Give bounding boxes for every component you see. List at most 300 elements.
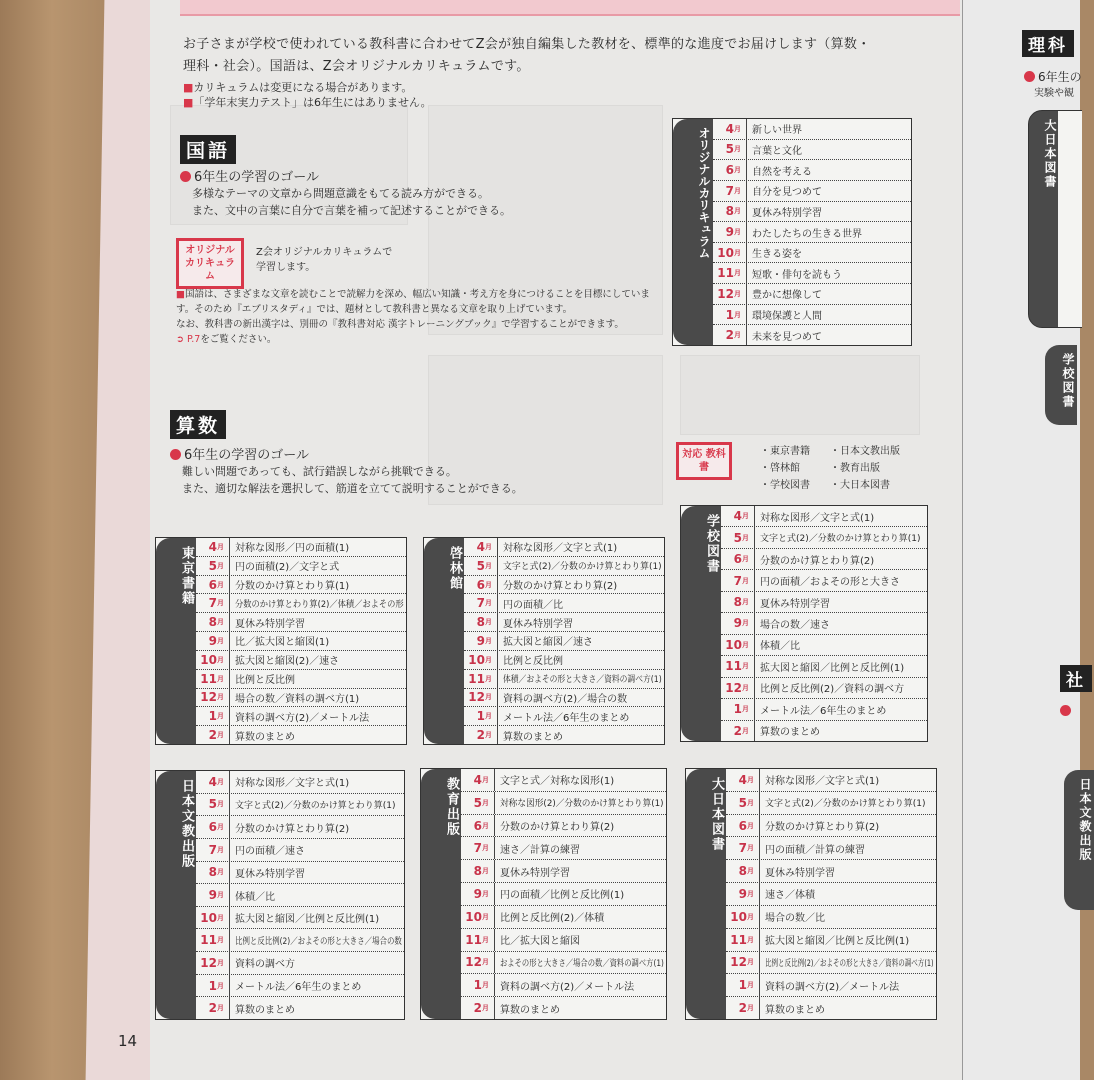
month-suffix: 月 (734, 207, 741, 216)
month-number: 11 (468, 671, 485, 686)
topic-cell (230, 774, 404, 789)
month-suffix: 月 (217, 958, 224, 967)
topic-cell (760, 864, 936, 879)
table-row (464, 689, 664, 708)
month-suffix: 月 (734, 124, 741, 133)
month-cell (464, 707, 498, 725)
month-number: 9 (725, 225, 734, 240)
month-number: 8 (738, 864, 747, 879)
goal-line: また、適切な解法を選択して、筋道を立てて説明することができる。 (182, 482, 523, 495)
topic-text: 対称な図形／文字と式(1) (503, 543, 618, 555)
month-suffix: 月 (485, 693, 492, 702)
table-row (196, 594, 406, 613)
table-row (713, 325, 911, 345)
topic-cell (230, 671, 406, 686)
table-row (726, 974, 936, 997)
month-cell (721, 570, 755, 590)
publisher: ・啓林館 (760, 463, 800, 474)
month-cell (726, 815, 760, 837)
table-row (726, 906, 936, 929)
topic-cell (760, 956, 936, 969)
topic-text: わたしたちの生きる世界 (752, 228, 862, 240)
month-number: 6 (208, 577, 217, 592)
goal-line: また、文中の言葉に自分で言葉を補って記述することができる。 (192, 204, 511, 217)
table-publisher-label: 日本文教出版 (156, 771, 196, 1019)
note-item: 「学年末実力テスト」は6年生にはありません。 (193, 96, 432, 109)
month-cell (713, 160, 747, 180)
curriculum-table-original (672, 118, 912, 346)
month-number: 8 (476, 615, 485, 630)
topic-text: 体積／およその形と大きさ／資料の調べ方(1) (503, 675, 662, 686)
month-cell (713, 222, 747, 242)
month-cell (196, 771, 230, 793)
table-row (726, 769, 936, 792)
topic-cell (498, 633, 664, 648)
table-row (196, 689, 406, 708)
month-cell (464, 726, 498, 744)
table-row (196, 884, 404, 907)
topic-text: 夏休み特別学習 (500, 867, 570, 879)
month-number: 7 (476, 596, 485, 611)
table-row (721, 635, 927, 656)
month-number: 1 (733, 702, 742, 717)
table-row (726, 860, 936, 883)
bullet-icon (1024, 71, 1035, 82)
month-cell (713, 181, 747, 201)
topic-text: 自然を考える (752, 166, 812, 178)
rika-table2-label: 学校図書 (1045, 345, 1077, 425)
month-suffix: 月 (482, 1004, 489, 1013)
topic-text: 比例と反比例(2)／体積 (500, 913, 605, 925)
table-row (461, 769, 666, 792)
table-row (196, 794, 404, 817)
note-line: 国語は、さまざまな文章を読むことで読解力を深め、幅広い知識・考え方を身につけることを目標にしていま (184, 289, 650, 300)
topic-cell (498, 652, 664, 667)
topic-text: 資料の調べ方(2)／メートル法 (765, 981, 900, 993)
month-number: 10 (465, 909, 482, 924)
topic-cell (230, 1001, 404, 1016)
table-row (196, 907, 404, 930)
month-cell (196, 884, 230, 906)
month-cell (461, 952, 495, 974)
table-row (464, 613, 664, 632)
month-cell (726, 883, 760, 905)
topic-cell (755, 680, 927, 695)
month-cell (464, 538, 498, 556)
month-number: 4 (476, 539, 485, 554)
topic-text: 円の面積／速さ (235, 846, 305, 858)
month-number: 8 (208, 615, 217, 630)
table-row (721, 570, 927, 591)
topic-text: 夏休み特別学習 (235, 868, 305, 880)
month-number: 10 (730, 909, 747, 924)
month-number: 5 (208, 558, 217, 573)
table-row (196, 816, 404, 839)
month-cell (196, 651, 230, 669)
month-cell (721, 699, 755, 719)
table-row (721, 549, 927, 570)
month-cell (196, 862, 230, 884)
month-suffix: 月 (217, 845, 224, 854)
curriculum-table-tokyo-shoseki (155, 537, 407, 745)
month-cell (461, 906, 495, 928)
topic-cell (755, 531, 927, 544)
topic-cell (747, 266, 911, 281)
topic-cell (498, 672, 664, 685)
topic-text: 比／拡大図と縮図 (500, 936, 580, 948)
note-line: す。そのため『エブリスタディ』では、題材として教科書と異なる文章を取り上げています。 (176, 304, 573, 315)
month-number: 10 (717, 245, 734, 260)
month-number: 5 (733, 530, 742, 545)
month-number: 1 (208, 709, 217, 724)
curriculum-table-gakko-tosho (680, 505, 928, 742)
month-number: 12 (200, 690, 217, 705)
month-suffix: 月 (217, 636, 224, 645)
month-number: 4 (473, 772, 482, 787)
topic-text: 拡大図と縮図／比例と反比例(1) (760, 662, 905, 674)
topic-text: 文字と式(2)／分数のかけ算とわり算(1) (765, 799, 926, 810)
topic-cell (498, 577, 664, 592)
topic-text: 円の面積／比例と反比例(1) (500, 890, 625, 902)
table-row (713, 222, 911, 243)
rika-goal-text: 実験や観 (1034, 88, 1074, 99)
publisher: ・日本文教出版 (830, 446, 900, 457)
table-rows (726, 769, 936, 1019)
table-publisher-label: オリジナルカリキュラム (673, 119, 713, 345)
month-cell (713, 140, 747, 160)
month-suffix: 月 (485, 636, 492, 645)
table-row (461, 952, 666, 975)
month-cell (464, 576, 498, 594)
topic-text: 拡大図と縮図／比例と反比例(1) (235, 914, 380, 926)
month-number: 6 (476, 577, 485, 592)
topic-cell (747, 121, 911, 136)
badge-description (256, 245, 392, 275)
month-number: 12 (725, 680, 742, 695)
month-number: 4 (733, 509, 742, 524)
topic-cell (230, 798, 404, 811)
month-number: 10 (200, 910, 217, 925)
table-row (196, 707, 406, 726)
table-publisher-label: 大日本図書 (686, 769, 726, 1019)
note-line: なお、教科書の新出漢字は、別冊の『教科書対応 漢字トレーニングブック』で学習することができます。 (176, 319, 624, 330)
topic-text: 夏休み特別学習 (503, 618, 573, 630)
table-row (726, 837, 936, 860)
topic-text: 未来を見つめて (752, 331, 822, 343)
month-number: 2 (473, 1001, 482, 1016)
month-suffix: 月 (734, 186, 741, 195)
topic-cell (230, 577, 406, 592)
month-cell (196, 689, 230, 707)
table-row (721, 613, 927, 634)
month-number: 4 (725, 121, 734, 136)
topic-cell (755, 595, 927, 610)
month-number: 7 (208, 596, 217, 611)
month-cell (721, 656, 755, 676)
table-row (196, 771, 404, 794)
month-cell (721, 549, 755, 569)
month-number: 10 (468, 652, 485, 667)
goal-title: 6年生の (1038, 70, 1082, 84)
topic-text: 対称な図形／文字と式(1) (760, 512, 875, 524)
month-number: 9 (208, 888, 217, 903)
topic-cell (495, 956, 666, 969)
table-row (196, 632, 406, 651)
month-cell (461, 769, 495, 791)
table-row (726, 929, 936, 952)
curriculum-table-keirinkan (423, 537, 665, 745)
month-cell (196, 726, 230, 744)
month-suffix: 月 (482, 844, 489, 853)
topic-text: 算数のまとめ (235, 1004, 295, 1016)
topic-text: 円の面積／比 (503, 599, 563, 611)
month-suffix: 月 (217, 712, 224, 721)
topic-text: 対称な図形／文字と式(1) (235, 778, 350, 790)
month-cell (461, 883, 495, 905)
month-number: 5 (476, 558, 485, 573)
topic-text: 言葉と文化 (752, 145, 802, 157)
month-suffix: 月 (485, 618, 492, 627)
table-row (461, 906, 666, 929)
month-cell (461, 815, 495, 837)
month-suffix: 月 (485, 542, 492, 551)
month-suffix: 月 (747, 889, 754, 898)
publisher-list (760, 443, 920, 494)
month-suffix: 月 (217, 913, 224, 922)
topic-text: 文字と式(2)／分数のかけ算とわり算(1) (503, 562, 662, 573)
bullet-icon (170, 449, 181, 460)
month-suffix: 月 (217, 981, 224, 990)
topic-text: 資料の調べ方(2)／メートル法 (235, 712, 370, 724)
month-number: 11 (200, 671, 217, 686)
table-row (464, 632, 664, 651)
month-suffix: 月 (217, 542, 224, 551)
month-number: 8 (733, 595, 742, 610)
month-number: 11 (200, 933, 217, 948)
month-number: 5 (725, 142, 734, 157)
table-rows (461, 769, 666, 1019)
topic-cell (230, 955, 404, 970)
topic-cell (495, 886, 666, 901)
month-suffix: 月 (217, 891, 224, 900)
month-suffix: 月 (742, 726, 749, 735)
topic-text: 拡大図と縮図(2)／速さ (235, 656, 340, 668)
month-cell (196, 670, 230, 688)
table-row (464, 670, 664, 689)
table-row (461, 792, 666, 815)
month-number: 5 (473, 795, 482, 810)
month-cell (464, 632, 498, 650)
topic-cell (747, 328, 911, 343)
topic-cell (760, 1001, 936, 1016)
topic-cell (755, 637, 927, 652)
topic-cell (747, 183, 911, 198)
month-cell (196, 997, 230, 1019)
topic-text: 円の面積(2)／文字と式 (235, 562, 340, 574)
month-cell (721, 506, 755, 526)
table-rows (196, 538, 406, 744)
sansu-goal (170, 444, 523, 497)
show-through (680, 355, 920, 435)
topic-text: 夏休み特別学習 (752, 207, 822, 219)
topic-text: 分数のかけ算とわり算(1) (235, 581, 350, 593)
topic-cell (495, 772, 666, 787)
month-number: 9 (476, 633, 485, 648)
table-row (726, 883, 936, 906)
table-row (461, 815, 666, 838)
topic-text: 比例と反比例 (503, 656, 563, 668)
month-number: 4 (208, 539, 217, 554)
month-suffix: 月 (742, 576, 749, 585)
month-cell (464, 670, 498, 688)
topic-cell (495, 909, 666, 924)
month-cell (726, 906, 760, 928)
month-suffix: 月 (217, 1004, 224, 1013)
topic-text: 豊かに想像して (752, 290, 822, 302)
topic-text: 環境保護と人間 (752, 311, 822, 323)
topic-text: 対称な図形／円の面積(1) (235, 543, 350, 555)
note-item: カリキュラムは変更になる場合があります。 (193, 81, 413, 94)
intro-line: 理科・社会）。国語は、Z会オリジナルカリキュラムです。 (183, 59, 530, 74)
table-row (726, 952, 936, 975)
month-number: 6 (208, 820, 217, 835)
notes: ■カリキュラムは変更になる場合があります。 ■「学年末実力テスト」は6年生にはありません。 (183, 81, 432, 109)
month-cell (196, 613, 230, 631)
topic-cell (747, 307, 911, 322)
topic-cell (747, 286, 911, 301)
topic-cell (760, 772, 936, 787)
month-suffix: 月 (217, 561, 224, 570)
table-publisher-label: 教育出版 (421, 769, 461, 1019)
month-number: 2 (476, 728, 485, 743)
table-row (464, 594, 664, 613)
month-number: 1 (476, 709, 485, 724)
month-suffix: 月 (217, 599, 224, 608)
topic-cell (755, 659, 927, 674)
month-suffix: 月 (482, 775, 489, 784)
month-cell (726, 929, 760, 951)
table-row (196, 557, 406, 576)
topic-text: 拡大図と縮図／比例と反比例(1) (765, 936, 910, 948)
topic-text: およその形と大きさ／場合の数／資料の調べ方(1) (500, 958, 664, 969)
month-number: 12 (465, 955, 482, 970)
month-suffix: 月 (742, 555, 749, 564)
topic-text: 算数のまとめ (503, 731, 563, 743)
month-suffix: 月 (747, 867, 754, 876)
topic-text: 拡大図と縮図／速さ (503, 637, 593, 649)
topic-text: メートル法／6年生のまとめ (503, 712, 630, 724)
table-row (196, 929, 404, 952)
page-reference-link[interactable]: P.7 (186, 334, 201, 345)
topic-text: 体積／比 (235, 891, 275, 903)
topic-cell (760, 886, 936, 901)
topic-cell (498, 709, 664, 724)
month-number: 6 (473, 818, 482, 833)
table-row (713, 140, 911, 161)
topic-cell (230, 597, 406, 610)
month-suffix: 月 (217, 936, 224, 945)
topic-cell (230, 539, 406, 554)
month-suffix: 月 (482, 821, 489, 830)
goal-line: 多様なテーマの文章から問題意識をもてる読み方ができる。 (192, 187, 489, 200)
table-row (464, 557, 664, 576)
month-cell (464, 557, 498, 575)
month-suffix: 月 (734, 289, 741, 298)
month-cell (461, 860, 495, 882)
month-cell (196, 839, 230, 861)
month-number: 5 (208, 797, 217, 812)
month-suffix: 月 (485, 731, 492, 740)
month-cell (464, 651, 498, 669)
month-cell (196, 576, 230, 594)
rika-heading: 理科 (1022, 30, 1074, 57)
month-suffix: 月 (482, 935, 489, 944)
topic-text: 夏休み特別学習 (760, 598, 830, 610)
curriculum-table-nihon-bunkyo (155, 770, 405, 1020)
sansu-heading: 算数 (170, 410, 226, 439)
month-suffix: 月 (217, 731, 224, 740)
topic-cell (498, 559, 664, 572)
month-number: 2 (208, 728, 217, 743)
table-row (713, 119, 911, 140)
month-cell (721, 592, 755, 612)
month-suffix: 月 (734, 310, 741, 319)
topic-text: 算数のまとめ (765, 1004, 825, 1016)
table-row (461, 837, 666, 860)
topic-cell (760, 932, 936, 947)
topic-cell (498, 728, 664, 743)
topic-cell (495, 978, 666, 993)
topic-cell (760, 841, 936, 856)
table-row (196, 576, 406, 595)
month-cell (726, 860, 760, 882)
month-cell (713, 305, 747, 325)
month-suffix: 月 (217, 655, 224, 664)
table-rows (464, 538, 664, 744)
month-suffix: 月 (747, 935, 754, 944)
topic-text: 円の面積／計算の練習 (765, 844, 865, 856)
bullet-icon (1060, 705, 1071, 716)
topic-cell (230, 690, 406, 705)
textbook-badge: 対応 教科書 (676, 442, 732, 480)
month-suffix: 月 (217, 823, 224, 832)
table-row (196, 952, 404, 975)
intro-text (183, 34, 871, 78)
table-row (721, 721, 927, 741)
topic-text: 対称な図形(2)／分数のかけ算とわり算(1) (500, 799, 664, 810)
month-cell (196, 538, 230, 556)
table-row (461, 860, 666, 883)
topic-text: 算数のまとめ (500, 1004, 560, 1016)
month-suffix: 月 (734, 145, 741, 154)
topic-cell (230, 820, 404, 835)
publisher: ・学校図書 (760, 480, 810, 491)
month-cell (461, 997, 495, 1019)
publisher: ・大日本図書 (830, 480, 890, 491)
badge-line: Z会オリジナルカリキュラムで (256, 247, 393, 258)
month-number: 8 (725, 204, 734, 219)
topic-cell (498, 596, 664, 611)
topic-cell (230, 652, 406, 667)
month-cell (461, 837, 495, 859)
table-row (196, 975, 404, 998)
month-suffix: 月 (482, 912, 489, 921)
table-row (713, 305, 911, 326)
topic-text: 分数のかけ算とわり算(2) (760, 555, 875, 567)
month-cell (196, 929, 230, 951)
table-row (713, 181, 911, 202)
topic-text: 分数のかけ算とわり算(2) (235, 823, 350, 835)
